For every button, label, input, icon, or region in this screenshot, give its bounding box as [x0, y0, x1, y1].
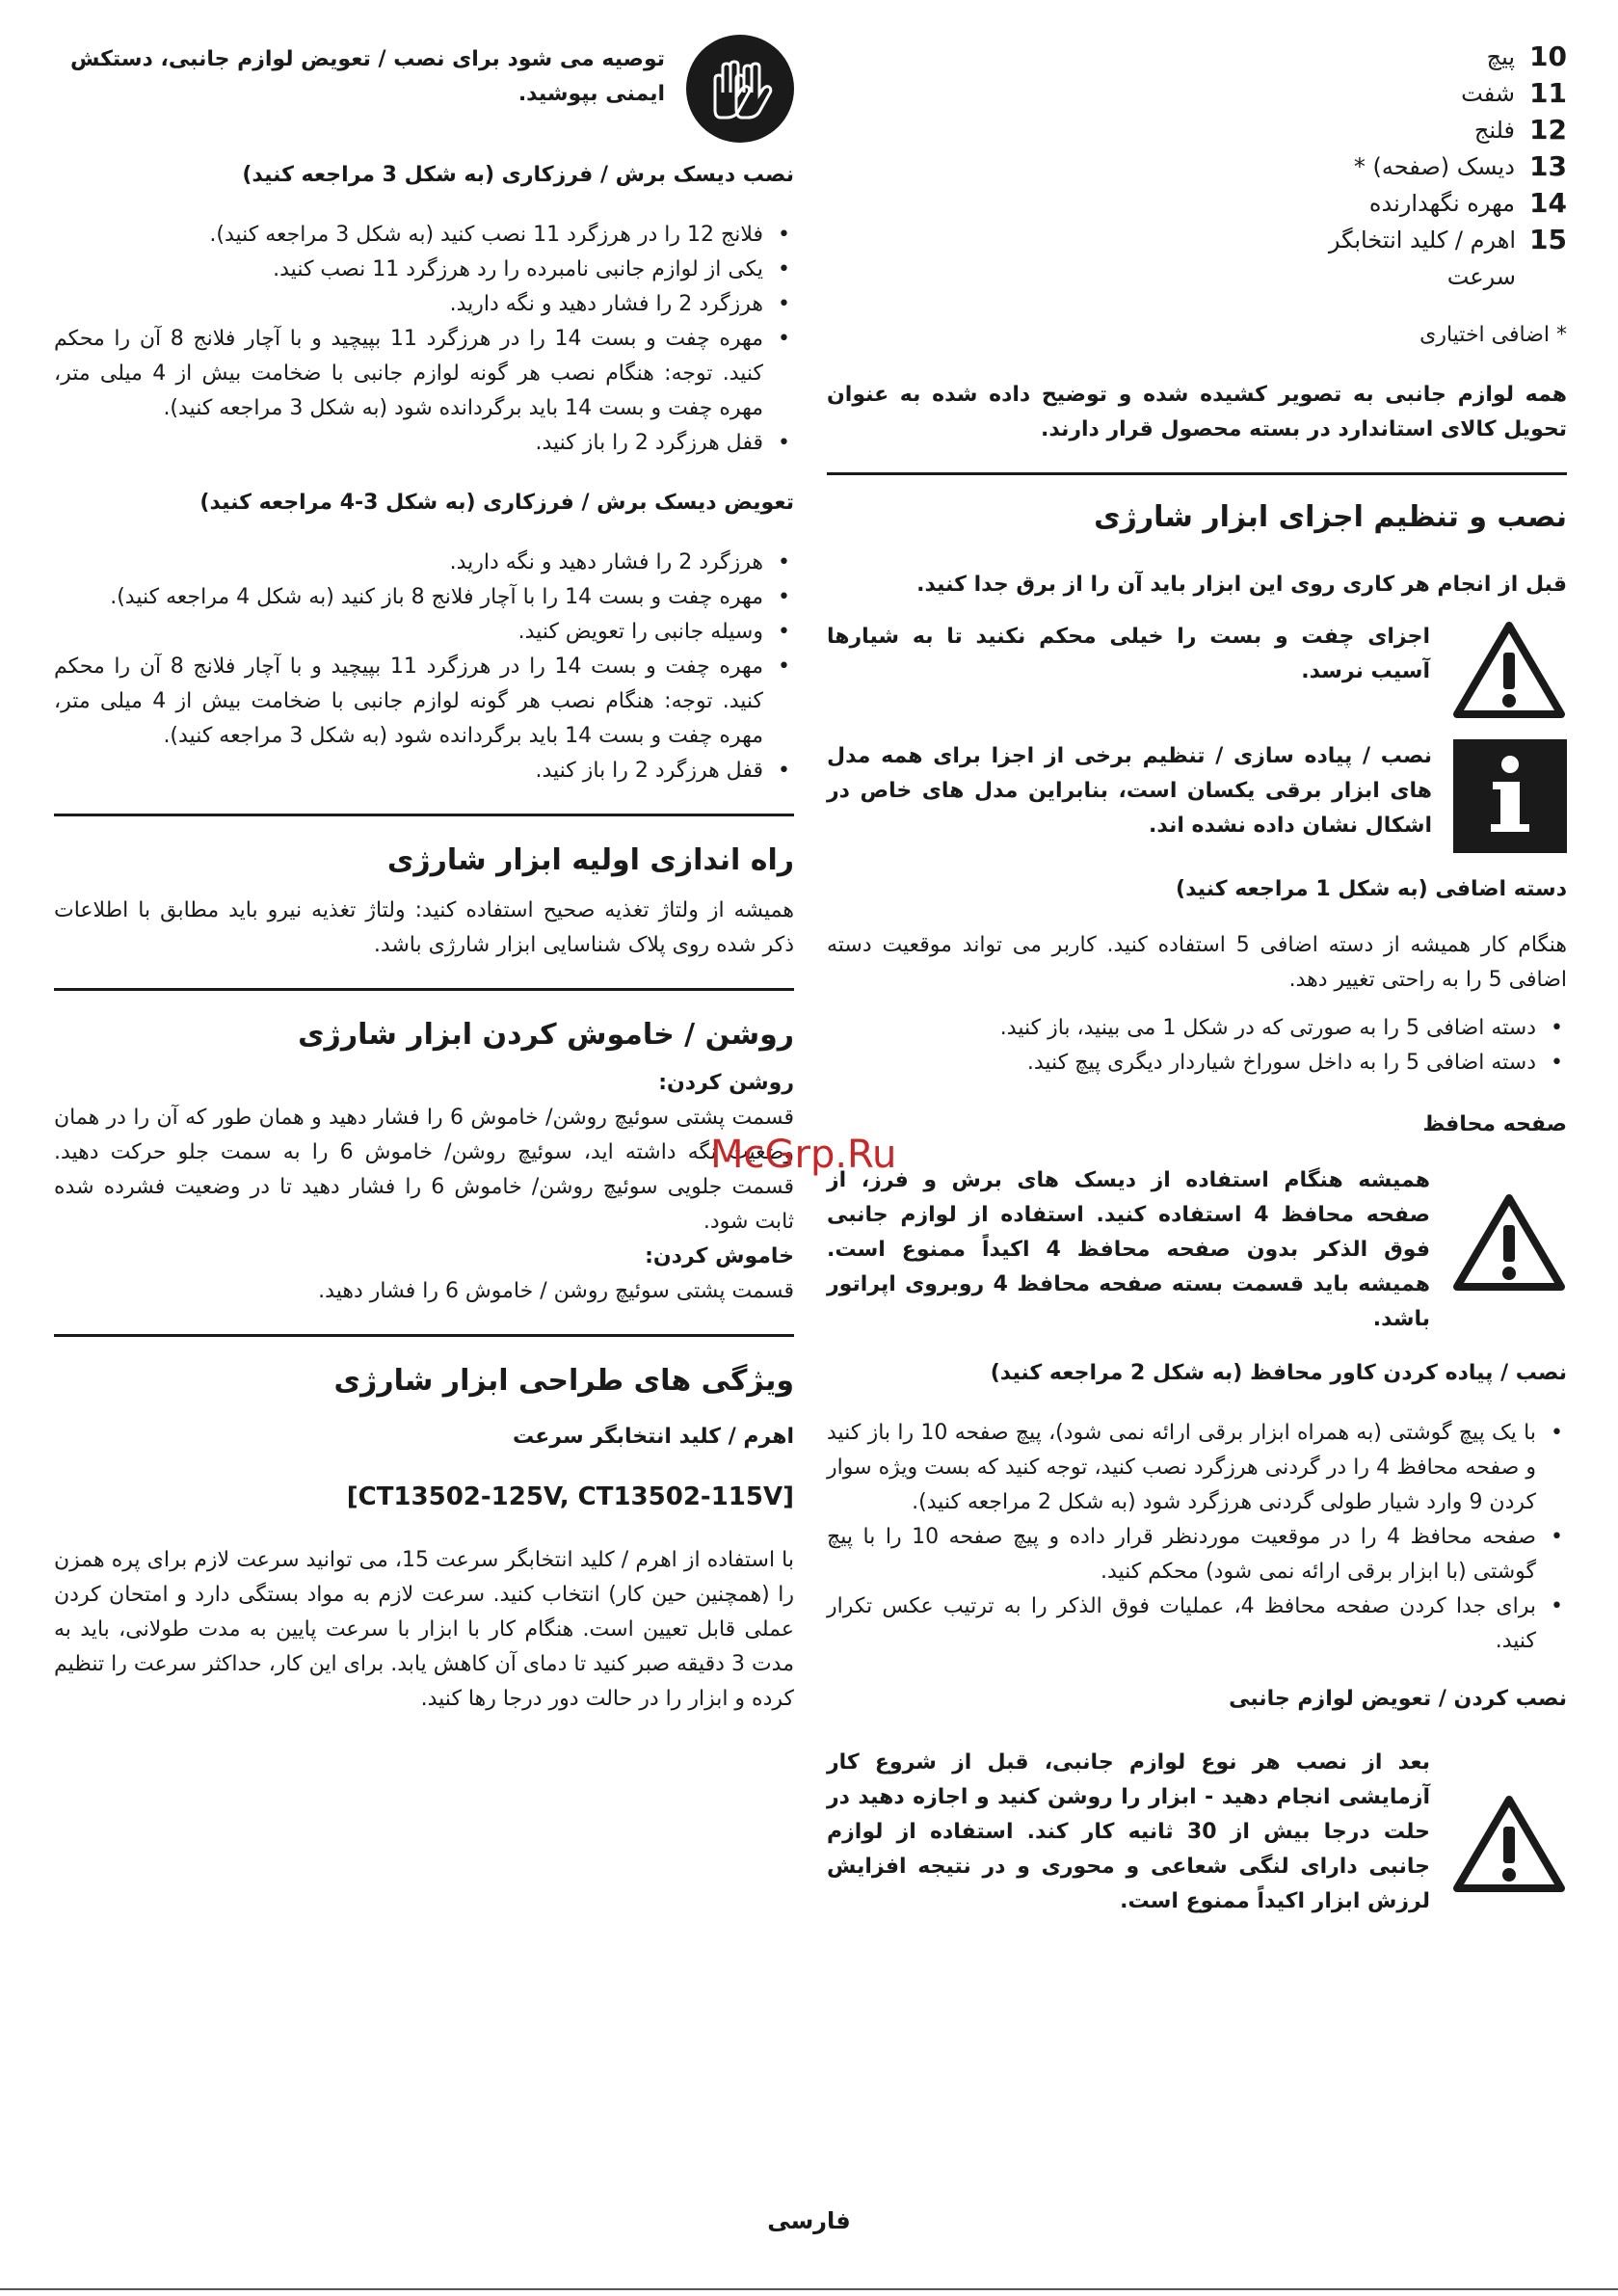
design-text: با استفاده از اهرم / کلید انتخابگر سرعت 15، می توانید سرعت لازم برای پره همزن را (همچنین حین کار) انتخاب کنید. سرعت لازم به مواد بستگی دارد و امتحان کردن عملی قابل تعیین است. هنگام کار با ابزار با سرعت پایین به مدت طولانی، باید به مدت 3 دقیقه صبر کنید تا دمای آن کاهش یابد. برای این کار، حداکثر سرعت را تنظیم کرده و ابزار را در حالت دور درجا رها کنید.	[54, 1548, 794, 1711]
aux-handle-text: هنگام کار همیشه از دسته اضافی 5 استفاده کنید. کاربر می تواند موقعیت دسته اضافی 5 را به راحتی تغییر دهد.	[827, 933, 1567, 992]
model-numbers	[54, 1480, 794, 1514]
list-item: • یکی از لوازم جانبی نامبرده را رد هرزگرد 11 نصب کنید.	[54, 253, 794, 287]
info-icon	[1453, 739, 1567, 853]
fastener-warning	[827, 620, 1567, 724]
guard-warning-text: همیشه هنگام استفاده از دیسک های برش و فرز، از صفحه محافظ 4 استفاده کنید. استفاده از لوازم جانبی فوق الذکر بدون صفحه محافظ 4 اکیداً ممنوع است. همیشه باید قسمت بسته صفحه محافظ 4 روبروی اپراتور باشد.	[827, 1168, 1430, 1331]
list-item: • صفحه محافظ 4 را در موقعیت موردنظر قرار داده و پیچ صفحه 10 را با پیچ گوشتی (با ابزار برقی ارائه نمی شود) محکم کنید.	[827, 1520, 1567, 1589]
install-disc-list	[54, 218, 794, 461]
page-footer: فارسی	[767, 2207, 851, 2234]
warning-triangle-icon	[1451, 1794, 1567, 1898]
footer-rule	[0, 2288, 1618, 2290]
optional-note: * اضافی اختیاری	[1419, 323, 1567, 347]
part-name: پیچ	[1486, 43, 1515, 70]
design-subtitle: اهرم / کلید انتخابگر سرعت	[512, 1425, 794, 1449]
part-name: دیسک (صفحه) *	[1353, 153, 1515, 180]
startup-text: همیشه از ولتاژ تغذیه صحیح استفاده کنید: ولتاژ تغذیه نیرو باید مطابق با اطلاعات ذکر شده روی پلاک شناسایی ابزار شارژی باشد.	[54, 898, 794, 957]
list-item: • قفل هرزگرد 2 را باز کنید.	[54, 426, 794, 461]
parts-list-item	[1316, 148, 1567, 185]
install-disc-title: نصب دیسک برش / فرزکاری (به شکل 3 مراجعه کنید)	[242, 163, 794, 187]
part-name: شفت	[1461, 80, 1515, 107]
list-item: • دسته اضافی 5 را به صورتی که در شکل 1 می بینید، باز کنید.	[827, 1011, 1567, 1046]
part-number: 13	[1529, 150, 1567, 182]
section-divider	[54, 988, 794, 991]
replace-disc-list	[54, 546, 794, 788]
list-item: • وسیله جانبی را تعویض کنید.	[54, 615, 794, 650]
parts-list-item	[1316, 222, 1567, 295]
part-number: 12	[1529, 114, 1567, 146]
accessories-warning-text: بعد از نصب هر نوع لوازم جانبی، قبل از شروع کار آزمایشی انجام دهید - ابزار را روشن کنید و اجازه دهید در حلت درجا بیش از 30 ثانیه کار کند. استفاده از لوازم جانبی دارای لنگی شعاعی و محوری و در نتیجه افزایش لرزش ابزار اکیداً ممنوع است.	[827, 1750, 1430, 1913]
list-item: • دسته اضافی 5 را به داخل سوراخ شیاردار دیگری پیچ کنید.	[827, 1046, 1567, 1081]
list-item: • مهره چفت و بست 14 را در هرزگرد 11 بپیچید و با آچار فلانج 8 آن را محکم کنید. توجه: هنگام نصب هر گونه لوازم جانبی با ضخامت بیش از 4 میلی متر، مهره چفت و بست 14 باید برگردانده شود (به شکل 3 مراجعه کنید).	[54, 322, 794, 426]
models-info-text: نصب / پیاده سازی / تنظیم برخی از اجزا برای همه مدل های ابزار برقی یکسان است، بنابراین مدل های خاص در اشکال نشان داده نشده اند.	[827, 744, 1432, 838]
part-number: 15	[1529, 224, 1567, 255]
part-number: 14	[1529, 187, 1567, 219]
guard-title: صفحه محافظ	[1422, 1112, 1567, 1136]
part-name: فلنج	[1473, 117, 1515, 144]
aux-handle-title: دسته اضافی (به شکل 1 مراجعه کنید)	[1176, 877, 1567, 901]
replace-disc-title: تعویض دیسک برش / فرزکاری (به شکل 3-4 مراجعه کنید)	[199, 491, 794, 515]
guard-cover-list	[827, 1416, 1567, 1659]
left-column	[54, 35, 794, 1717]
list-item: • هرزگرد 2 را فشار دهید و نگه دارید.	[54, 546, 794, 580]
parts-list	[1316, 39, 1567, 295]
accessories-warning	[827, 1746, 1567, 1919]
list-item: • مهره چفت و بست 14 را با آچار فلانج 8 باز کنید (به شکل 4 مراجعه کنید).	[54, 580, 794, 615]
part-name: اهرم / کلید انتخابگر سرعت	[1328, 227, 1517, 290]
list-item: • مهره چفت و بست 14 را در هرزگرد 11 بپیچید و با آچار فلانج 8 آن را محکم کنید. توجه: هنگام نصب هر گونه لوازم جانبی با ضخامت بیش از 4 میلی متر، مهره چفت و بست 14 باید برگردانده شود (به شکل 3 مراجعه کنید).	[54, 650, 794, 754]
list-item: • فلانج 12 را در هرزگرد 11 نصب کنید (به شکل 3 مراجعه کنید).	[54, 218, 794, 253]
onoff-title: روشن / خاموش کردن ابزار شارژی	[298, 1018, 794, 1052]
gloves-note: توصیه می شود برای نصب / تعویض لوازم جانبی، دستکش ایمنی بپوشید.	[70, 47, 665, 106]
list-item: • برای جدا کردن صفحه محافظ 4، عملیات فوق الذکر را به ترتیب عکس تکرار کنید.	[827, 1589, 1567, 1659]
parts-list-item	[1316, 75, 1567, 112]
accessories-note: همه لوازم جانبی به تصویر کشیده شده و توضیح داده شده به عنوان تحویل کالای استاندارد در بسته محصول قرار دارند.	[827, 383, 1567, 441]
warning-triangle-icon	[1451, 620, 1567, 724]
guard-cover-title: نصب / پیاده کردن کاور محافظ (به شکل 2 مراجعه کنید)	[990, 1361, 1567, 1385]
disconnect-note: قبل از انجام هر کاری روی این ابزار باید آن را از برق جدا کنید.	[916, 573, 1567, 597]
off-text: قسمت پشتی سوئیچ روشن / خاموش 6 را فشار دهید.	[318, 1279, 794, 1303]
section-divider	[54, 1334, 794, 1337]
section-divider	[827, 472, 1567, 475]
right-column	[827, 39, 1567, 1919]
part-number: 10	[1529, 40, 1567, 72]
parts-list-item	[1316, 185, 1567, 222]
list-item: • با یک پیچ گوشتی (به همراه ابزار برقی ارائه نمی شود)، پیچ صفحه 10 را باز کنید و صفحه محافظ 4 را در گردنی هرزگرد نصب کنید، توجه کنید که بست ویژه سوار کردن 9 وارد شیار طولی گردنی هرزگرد شود (به شکل 2 مراجعه کنید).	[827, 1416, 1567, 1520]
gloves-icon	[686, 35, 794, 143]
models-info	[827, 739, 1567, 853]
on-text: قسمت پشتی سوئیچ روشن/ خاموش 6 را فشار دهید و همان طور که آن را در همان وضعیت نگه داشته اید، سوئیچ روشن/ خاموش 6 را به سمت جلو حرکت دهید. قسمت جلویی سوئیچ روشن/ خاموش 6 را فشار دهید تا در وضعیت فشرده شده ثابت شود.	[54, 1106, 795, 1234]
part-number: 11	[1529, 77, 1567, 109]
gloves-notice	[54, 35, 794, 143]
section-divider	[54, 814, 794, 816]
guard-warning	[827, 1163, 1567, 1337]
aux-handle-list	[827, 1011, 1567, 1081]
list-item: • قفل هرزگرد 2 را باز کنید.	[54, 754, 794, 788]
design-title: ویژگی های طراحی ابزار شارژی	[333, 1364, 794, 1398]
model-numbers-text: [CT13502-125V, CT13502-115V]	[346, 1482, 794, 1511]
startup-title: راه اندازی اولیه ابزار شارژی	[386, 843, 794, 877]
watermark: McGrp.Ru	[710, 1133, 897, 1177]
part-name: مهره نگهدارنده	[1368, 190, 1515, 217]
fastener-warning-text: اجزای چفت و بست را خیلی محکم نکنید تا به شیارها آسیب نرسد.	[827, 625, 1430, 683]
off-label: خاموش کردن:	[645, 1244, 794, 1268]
warning-triangle-icon	[1451, 1192, 1567, 1296]
accessories-title: نصب کردن / تعویض لوازم جانبی	[1229, 1687, 1567, 1711]
list-item: • هرزگرد 2 را فشار دهید و نگه دارید.	[54, 287, 794, 322]
on-label: روشن کردن:	[658, 1071, 794, 1095]
assembly-title: نصب و تنظیم اجزای ابزار شارژی	[1094, 500, 1567, 534]
parts-list-item	[1316, 39, 1567, 75]
parts-list-item	[1316, 112, 1567, 148]
